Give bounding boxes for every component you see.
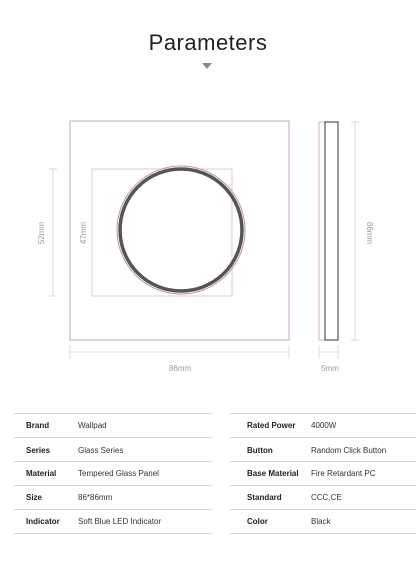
spec-label: Base Material bbox=[247, 469, 299, 478]
spec-row bbox=[0, 413, 416, 436]
panel-outline bbox=[70, 121, 289, 340]
spec-row bbox=[0, 509, 416, 532]
spec-value: Tempered Glass Panel bbox=[78, 469, 159, 478]
spec-value: 86*86mm bbox=[78, 493, 113, 502]
spec-label: Button bbox=[247, 446, 273, 455]
round-button bbox=[117, 166, 245, 294]
spec-label: Standard bbox=[247, 493, 282, 502]
spec-value: CCC,CE bbox=[311, 493, 342, 502]
spec-row bbox=[0, 485, 416, 508]
spec-table bbox=[0, 413, 416, 543]
page-title: Parameters bbox=[148, 30, 268, 55]
spec-value: Fire Retardant PC bbox=[311, 469, 376, 478]
spec-label: Brand bbox=[26, 421, 50, 430]
spec-value: Black bbox=[311, 517, 331, 526]
spec-label: Size bbox=[26, 493, 43, 502]
inner-module-outline bbox=[92, 169, 232, 296]
side-profile-back bbox=[319, 122, 325, 340]
round-button-glass bbox=[120, 169, 242, 291]
side-profile-front bbox=[325, 122, 338, 340]
spec-label: Rated Power bbox=[247, 421, 296, 430]
spec-value: Wallpad bbox=[78, 421, 107, 430]
spec-label: Indicator bbox=[26, 517, 60, 526]
spec-value: Random Click Button bbox=[311, 446, 387, 455]
spec-label: Series bbox=[26, 446, 51, 455]
spec-value: 4000W bbox=[311, 421, 337, 430]
spec-row bbox=[0, 438, 416, 461]
spec-row bbox=[0, 461, 416, 484]
spec-value: Soft Blue LED Indicator bbox=[78, 517, 162, 526]
spec-label: Color bbox=[247, 517, 268, 526]
divider bbox=[14, 533, 212, 534]
inner-height-label: 52mm bbox=[37, 221, 46, 245]
inner-width-label: 47mm bbox=[79, 221, 88, 245]
spec-value: Glass Series bbox=[78, 446, 124, 455]
spec-label: Material bbox=[26, 469, 57, 478]
height-label: 86mm bbox=[365, 221, 374, 245]
width-label: 86mm bbox=[168, 364, 192, 373]
divider bbox=[230, 533, 416, 534]
depth-label: 5mm bbox=[321, 364, 339, 373]
